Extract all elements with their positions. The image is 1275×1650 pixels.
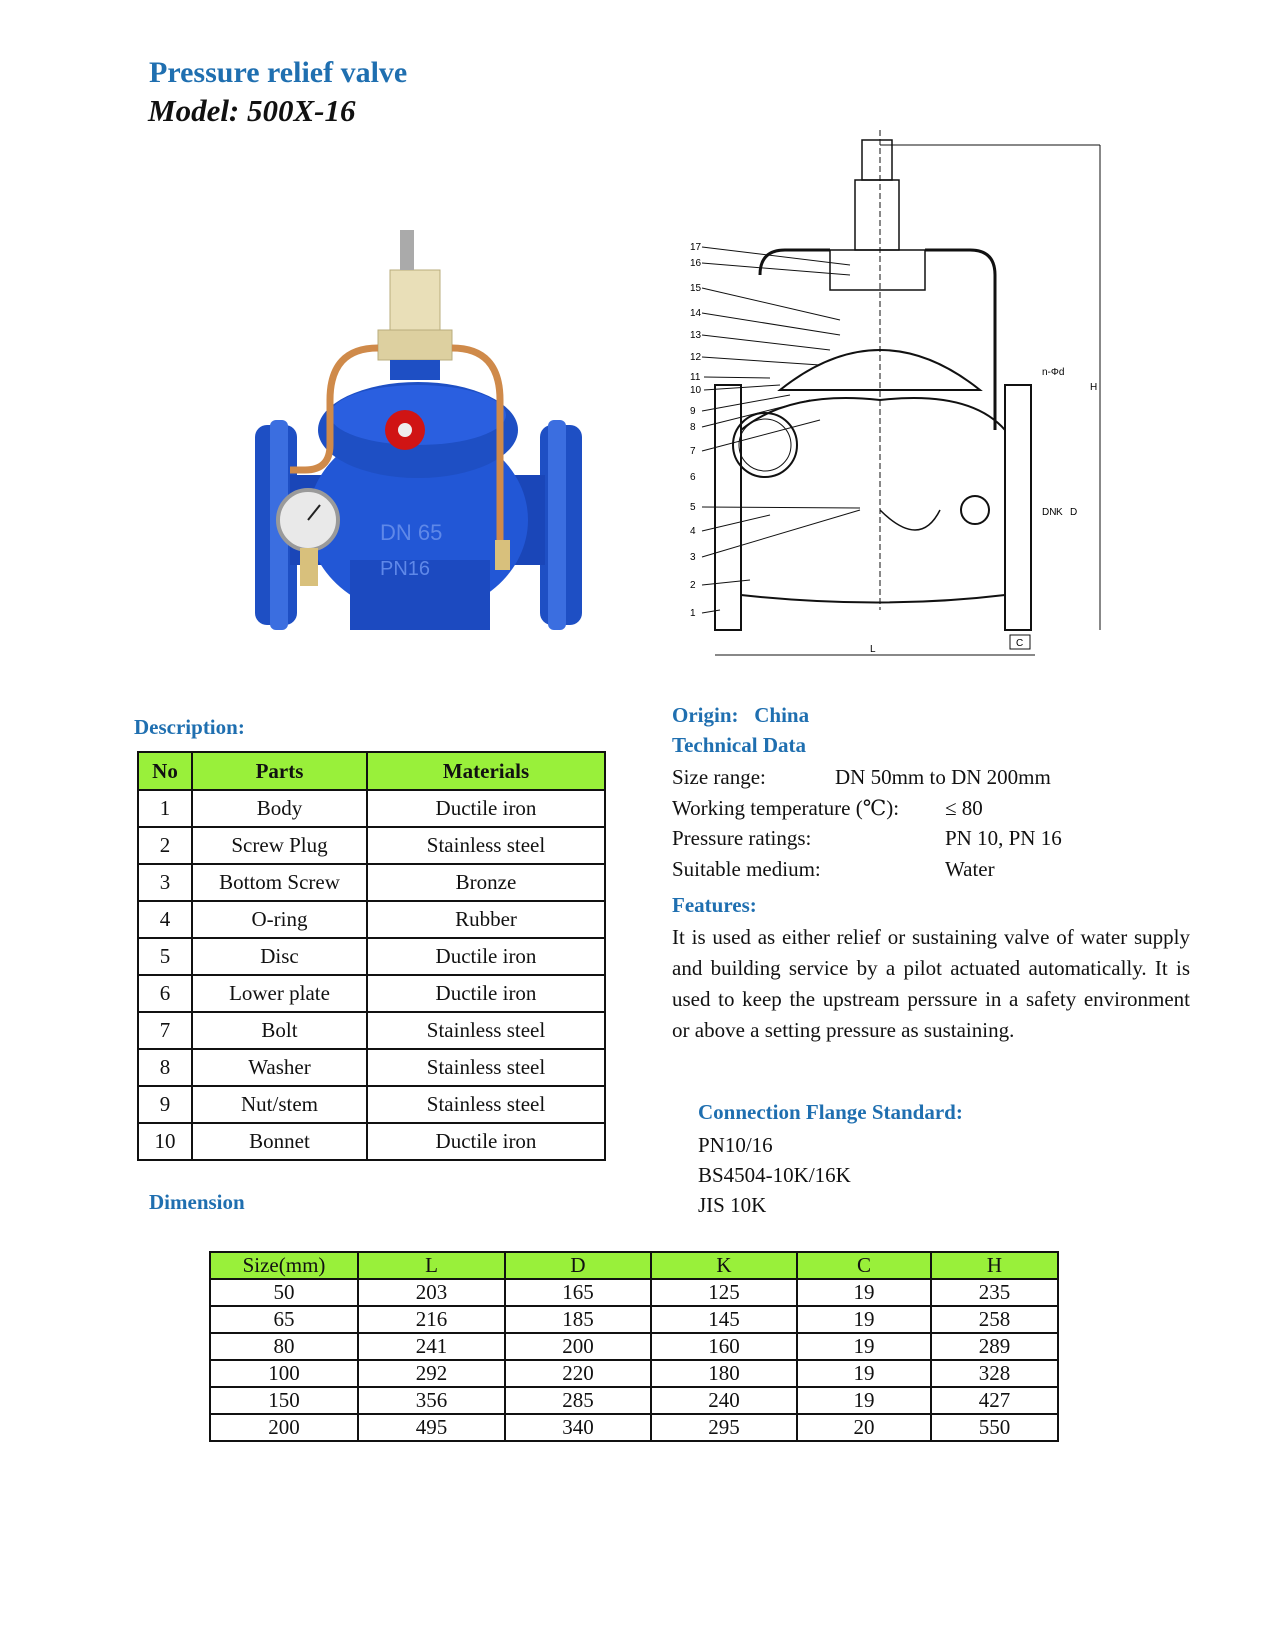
svg-text:1: 1 bbox=[690, 608, 696, 619]
dim-C: C bbox=[1016, 638, 1024, 649]
table-row bbox=[138, 1086, 605, 1123]
cell: 165 bbox=[505, 1279, 651, 1306]
page-title: Pressure relief valve bbox=[149, 56, 408, 89]
dim-DN: DN bbox=[1042, 507, 1057, 518]
cell: Bottom Screw bbox=[192, 864, 367, 901]
cell: O-ring bbox=[192, 901, 367, 938]
table-row bbox=[138, 864, 605, 901]
cell: 2 bbox=[138, 827, 192, 864]
model-number: Model: 500X-16 bbox=[148, 93, 356, 128]
svg-text:14: 14 bbox=[690, 308, 702, 319]
cell: Body bbox=[192, 790, 367, 827]
cell: Stainless steel bbox=[367, 1086, 605, 1123]
cell: 3 bbox=[138, 864, 192, 901]
valve-photo bbox=[250, 230, 610, 680]
tech-key: Size range: bbox=[672, 765, 766, 789]
col-size: Size(mm) bbox=[210, 1252, 358, 1279]
col-parts: Parts bbox=[192, 752, 367, 790]
table-row bbox=[210, 1333, 1058, 1360]
cell: Screw Plug bbox=[192, 827, 367, 864]
cell: 4 bbox=[138, 901, 192, 938]
cell: 19 bbox=[797, 1333, 931, 1360]
cell: 292 bbox=[358, 1360, 505, 1387]
cell: 235 bbox=[931, 1279, 1058, 1306]
cell: 65 bbox=[210, 1306, 358, 1333]
origin-value: China bbox=[754, 703, 810, 727]
parts-table bbox=[137, 751, 606, 1161]
cell: 427 bbox=[931, 1387, 1058, 1414]
cell: 241 bbox=[358, 1333, 505, 1360]
cell: 285 bbox=[505, 1387, 651, 1414]
dim-nd: n-Φd bbox=[1042, 367, 1065, 378]
cell: Bonnet bbox=[192, 1123, 367, 1160]
features-text: It is used as either relief or sustaining valve of water supply and building service by a pilot actuated automatically. It is used to keep the upstream perssure in a safety environment or above a setting pressure as sustaining. bbox=[672, 925, 1190, 1042]
cell: Rubber bbox=[367, 901, 605, 938]
svg-text:11: 11 bbox=[690, 372, 701, 383]
cell: 145 bbox=[651, 1306, 797, 1333]
table-row bbox=[210, 1279, 1058, 1306]
col-H: H bbox=[931, 1252, 1058, 1279]
svg-text:DN 65: DN 65 bbox=[380, 520, 443, 545]
cell: 220 bbox=[505, 1360, 651, 1387]
cell: 550 bbox=[931, 1414, 1058, 1441]
dim-K: K bbox=[1056, 507, 1063, 518]
cell: Lower plate bbox=[192, 975, 367, 1012]
tech-row bbox=[672, 854, 1192, 885]
svg-text:9: 9 bbox=[690, 406, 696, 417]
col-K: K bbox=[651, 1252, 797, 1279]
cell: 80 bbox=[210, 1333, 358, 1360]
tech-row bbox=[672, 823, 1192, 854]
svg-text:8: 8 bbox=[690, 422, 696, 433]
parts-header-row bbox=[138, 752, 605, 790]
col-L: L bbox=[358, 1252, 505, 1279]
table-row bbox=[138, 938, 605, 975]
cell: 150 bbox=[210, 1387, 358, 1414]
tech-value: Water bbox=[945, 856, 995, 881]
svg-text:17: 17 bbox=[690, 242, 702, 253]
table-row bbox=[138, 827, 605, 864]
svg-text:6: 6 bbox=[690, 472, 696, 483]
tech-value: PN 10, PN 16 bbox=[945, 826, 1062, 850]
connection-item: PN10/16 bbox=[698, 1133, 773, 1157]
features-heading: Features: bbox=[672, 893, 757, 917]
cell: 9 bbox=[138, 1086, 192, 1123]
tech-value: ≤ 80 bbox=[945, 795, 983, 820]
table-row bbox=[138, 975, 605, 1012]
cell: 10 bbox=[138, 1123, 192, 1160]
table-row bbox=[210, 1360, 1058, 1387]
tech-key: Working temperature (℃): bbox=[672, 795, 900, 820]
col-no: No bbox=[138, 752, 192, 790]
table-row bbox=[138, 1123, 605, 1160]
cross-section-drawing bbox=[690, 130, 1155, 700]
cell: 19 bbox=[797, 1360, 931, 1387]
cell: Ductile iron bbox=[367, 938, 605, 975]
cell: 203 bbox=[358, 1279, 505, 1306]
cell: 295 bbox=[651, 1414, 797, 1441]
cell: Nut/stem bbox=[192, 1086, 367, 1123]
connection-heading: Connection Flange Standard: bbox=[698, 1100, 963, 1124]
cell: Bronze bbox=[367, 864, 605, 901]
cell: 19 bbox=[797, 1387, 931, 1414]
cell: Disc bbox=[192, 938, 367, 975]
cell: 216 bbox=[358, 1306, 505, 1333]
origin-label: Origin: bbox=[672, 703, 739, 727]
tech-row bbox=[672, 793, 1192, 824]
cell: 356 bbox=[358, 1387, 505, 1414]
origin bbox=[672, 703, 809, 728]
cell: Stainless steel bbox=[367, 827, 605, 864]
col-D: D bbox=[505, 1252, 651, 1279]
cell: 258 bbox=[931, 1306, 1058, 1333]
cell: 340 bbox=[505, 1414, 651, 1441]
cell: 180 bbox=[651, 1360, 797, 1387]
cell: 5 bbox=[138, 938, 192, 975]
table-row bbox=[210, 1306, 1058, 1333]
cell: 20 bbox=[797, 1414, 931, 1441]
dim-D: D bbox=[1070, 507, 1078, 518]
svg-text:10: 10 bbox=[690, 385, 702, 396]
cell: 100 bbox=[210, 1360, 358, 1387]
svg-text:2: 2 bbox=[690, 580, 696, 591]
cell: 1 bbox=[138, 790, 192, 827]
cell: Stainless steel bbox=[367, 1049, 605, 1086]
cell: 50 bbox=[210, 1279, 358, 1306]
connection-item: BS4504-10K/16K bbox=[698, 1163, 851, 1187]
table-row bbox=[138, 1012, 605, 1049]
tech-row bbox=[672, 762, 1192, 793]
cell: Ductile iron bbox=[367, 790, 605, 827]
dim-L: L bbox=[870, 644, 876, 655]
cell: 240 bbox=[651, 1387, 797, 1414]
connection-item: JIS 10K bbox=[698, 1193, 767, 1217]
technical-heading: Technical Data bbox=[672, 733, 806, 757]
svg-text:4: 4 bbox=[690, 526, 696, 537]
cell: 160 bbox=[651, 1333, 797, 1360]
svg-text:12: 12 bbox=[690, 352, 702, 363]
cell: 125 bbox=[651, 1279, 797, 1306]
cell: 289 bbox=[931, 1333, 1058, 1360]
cell: 8 bbox=[138, 1049, 192, 1086]
cell: Bolt bbox=[192, 1012, 367, 1049]
tech-value: DN 50mm to DN 200mm bbox=[835, 765, 1051, 789]
cell: Stainless steel bbox=[367, 1012, 605, 1049]
svg-text:13: 13 bbox=[690, 330, 702, 341]
cell: Ductile iron bbox=[367, 975, 605, 1012]
table-row bbox=[210, 1414, 1058, 1441]
svg-text:3: 3 bbox=[690, 552, 696, 563]
cell: 185 bbox=[505, 1306, 651, 1333]
cell: 6 bbox=[138, 975, 192, 1012]
tech-key: Pressure ratings: bbox=[672, 826, 812, 850]
dimension-table bbox=[209, 1251, 1059, 1442]
dimension-header-row bbox=[210, 1252, 1058, 1279]
cell: Washer bbox=[192, 1049, 367, 1086]
description-heading: Description: bbox=[134, 715, 245, 739]
svg-text:15: 15 bbox=[690, 283, 702, 294]
table-row bbox=[138, 790, 605, 827]
cell: 7 bbox=[138, 1012, 192, 1049]
table-row bbox=[138, 1049, 605, 1086]
cell: 200 bbox=[210, 1414, 358, 1441]
svg-text:PN16: PN16 bbox=[380, 558, 431, 580]
callout-labels bbox=[690, 242, 702, 619]
svg-text:16: 16 bbox=[690, 258, 702, 269]
table-row bbox=[210, 1387, 1058, 1414]
cell: 19 bbox=[797, 1279, 931, 1306]
table-row bbox=[138, 901, 605, 938]
cell: 200 bbox=[505, 1333, 651, 1360]
svg-text:7: 7 bbox=[690, 446, 696, 457]
dimension-heading: Dimension bbox=[149, 1190, 245, 1214]
svg-text:5: 5 bbox=[690, 502, 696, 513]
technical-data bbox=[672, 762, 1192, 884]
tech-key: Suitable medium: bbox=[672, 856, 821, 881]
dim-H: H bbox=[1090, 382, 1098, 393]
cell: Ductile iron bbox=[367, 1123, 605, 1160]
cell: 19 bbox=[797, 1306, 931, 1333]
cell: 328 bbox=[931, 1360, 1058, 1387]
cell: 495 bbox=[358, 1414, 505, 1441]
col-materials: Materials bbox=[367, 752, 605, 790]
connection-list bbox=[698, 1130, 851, 1220]
col-C: C bbox=[797, 1252, 931, 1279]
